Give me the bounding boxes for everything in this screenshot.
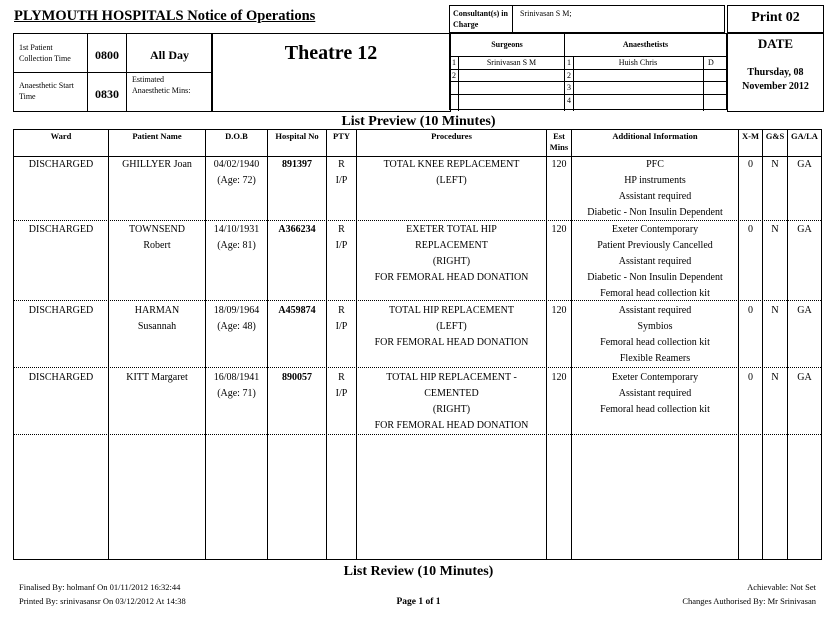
print-box [727, 5, 824, 33]
column-header-xm: X-M [742, 131, 759, 141]
anaesthetic-start-time: 0830 [95, 87, 119, 101]
info-line: Femoral head collection kit [600, 337, 710, 348]
page-number: Page 1 of 1 [396, 597, 441, 607]
staff-grid [449, 33, 727, 110]
anaesthetist-num: 3 [567, 83, 571, 92]
column-header-dob: D.O.B [225, 131, 248, 141]
procedure-line: (RIGHT) [432, 256, 471, 267]
patient-name-cell: Robert [143, 240, 171, 251]
date-label: DATE [757, 36, 794, 51]
dob-cell: 18/09/1964 [213, 305, 260, 316]
dob-cell: 16/08/1941 [213, 372, 260, 383]
pty-cell: I/P [335, 388, 348, 399]
info-line: Diabetic - Non Insulin Dependent [587, 272, 723, 283]
column-header-ward: Ward [50, 131, 72, 141]
list-review-title: List Review (10 Minutes) [343, 564, 494, 579]
pty-cell: R [338, 305, 345, 316]
hospital-no-cell: 891397 [282, 159, 312, 170]
patient-name-cell: HARMAN [134, 305, 180, 316]
gala-cell: GA [797, 224, 812, 235]
session-label: All Day [150, 48, 189, 62]
surgeon-num: 2 [452, 71, 456, 80]
achievable-status: Achievable: Not Set [747, 582, 816, 592]
xm-cell: 0 [748, 159, 753, 170]
finalised-by: Finalised By: holmanf On 01/11/2012 16:32:44 [19, 582, 181, 592]
table-row [14, 303, 821, 367]
table-row [14, 222, 821, 300]
anaesthetist-num: 1 [567, 58, 571, 67]
hospital-no-cell: 890057 [282, 372, 312, 383]
anaesthetist-num: 4 [567, 96, 571, 105]
procedure-line: EXETER TOTAL HIP [406, 224, 497, 235]
est-mins-cell: 120 [551, 372, 567, 383]
pty-cell: I/P [335, 175, 348, 186]
info-line: Diabetic - Non Insulin Dependent [587, 207, 723, 218]
procedure-line: REPLACEMENT [415, 240, 488, 251]
est-mins-cell: 120 [551, 224, 567, 235]
theatre-box [211, 33, 451, 112]
info-line: Assistant required [618, 256, 692, 267]
info-line: Assistant required [618, 388, 692, 399]
patient-name-cell: KITT Margaret [126, 372, 188, 383]
hospital-no-cell: A366234 [278, 224, 316, 235]
pty-cell: R [338, 159, 345, 170]
info-line: HP instruments [624, 175, 686, 186]
procedure-line: CEMENTED [424, 388, 479, 399]
info-line: Exeter Contemporary [611, 372, 699, 383]
info-line: Exeter Contemporary [611, 224, 699, 235]
est-mins-cell: 120 [551, 305, 567, 316]
column-header-additional-info: Additional Information [612, 131, 698, 141]
procedure-line: (LEFT) [436, 321, 467, 332]
date-value: Thursday, 08 November 2012 [742, 67, 809, 92]
first-patient-label: 1st Patient Collection Time [19, 43, 71, 63]
pty-cell: I/P [335, 321, 348, 332]
info-line: Assistant required [618, 191, 692, 202]
column-header-est-mins: Est Mins [549, 131, 569, 152]
ward-cell: DISCHARGED [28, 305, 94, 316]
collection-info-box [13, 33, 213, 112]
estimated-anaesthetic-label: Estimated Anaesthetic Mins: [132, 75, 191, 95]
anaesthetic-start-label: Anaesthetic Start Time [19, 81, 74, 101]
ward-cell: DISCHARGED [28, 224, 94, 235]
procedure-line: FOR FEMORAL HEAD DONATION [374, 420, 529, 431]
table-row [14, 370, 821, 434]
column-header-patient-name: Patient Name [132, 131, 182, 141]
surgeons-header: Surgeons [491, 40, 523, 49]
gs-cell: N [771, 224, 779, 235]
procedure-line: FOR FEMORAL HEAD DONATION [374, 272, 529, 283]
patient-name-cell: GHILLYER Joan [122, 159, 192, 170]
procedure-line: TOTAL HIP REPLACEMENT - [386, 372, 517, 383]
printed-by: Printed By: srinivasansr On 03/12/2012 At 14:38 [19, 596, 186, 606]
gala-cell: GA [797, 372, 812, 383]
info-line: Symbios [637, 321, 673, 332]
info-line: Flexible Reamers [619, 353, 691, 364]
anaesthetist-flag: D [708, 58, 714, 67]
gala-cell: GA [797, 305, 812, 316]
consultant-box [449, 5, 725, 33]
est-mins-cell: 120 [551, 159, 567, 170]
ward-cell: DISCHARGED [28, 159, 94, 170]
procedure-line: FOR FEMORAL HEAD DONATION [374, 337, 529, 348]
age-cell: (Age: 71) [217, 388, 256, 399]
hospital-no-cell: A459874 [278, 305, 316, 316]
procedure-line: (LEFT) [436, 175, 467, 186]
theatre-name: Theatre 12 [284, 42, 378, 64]
first-patient-time: 0800 [95, 48, 119, 62]
consultant-label: Consultant(s) in Charge [453, 9, 508, 29]
age-cell: (Age: 72) [217, 175, 256, 186]
patient-name-cell: TOWNSEND [129, 224, 185, 235]
anaesthetist-num: 2 [567, 71, 571, 80]
pty-cell: I/P [335, 240, 348, 251]
dob-cell: 04/02/1940 [213, 159, 260, 170]
column-header-gala: GA/LA [791, 131, 818, 141]
info-line: Assistant required [618, 305, 692, 316]
gs-cell: N [771, 372, 779, 383]
column-header-gs: G&S [765, 131, 785, 141]
anaesthetists-header: Anaesthetists [622, 40, 669, 49]
print-label: Print 02 [751, 10, 800, 25]
ward-cell: DISCHARGED [28, 372, 94, 383]
document-title: PLYMOUTH HOSPITALS Notice of Operations [14, 8, 316, 24]
info-line: Femoral head collection kit [600, 288, 710, 299]
age-cell: (Age: 48) [217, 321, 256, 332]
pty-cell: R [338, 224, 345, 235]
xm-cell: 0 [748, 305, 753, 316]
info-line: PFC [646, 159, 664, 170]
procedure-line: TOTAL HIP REPLACEMENT [389, 305, 514, 316]
info-line: Femoral head collection kit [600, 404, 710, 415]
table-row [14, 157, 821, 220]
procedure-line: TOTAL KNEE REPLACEMENT [383, 159, 520, 170]
gs-cell: N [771, 159, 779, 170]
column-header-hospital-no: Hospital No [275, 131, 319, 141]
gs-cell: N [771, 305, 779, 316]
surgeon-num: 1 [452, 58, 456, 67]
changes-authorised: Changes Authorised By: Mr Srinivasan [682, 596, 816, 606]
dob-cell: 14/10/1931 [213, 224, 260, 235]
anaesthetist-name: Huish Chris [618, 58, 658, 67]
pty-cell: R [338, 372, 345, 383]
gala-cell: GA [797, 159, 812, 170]
column-header-procedures: Procedures [431, 131, 472, 141]
procedure-line: (RIGHT) [432, 404, 471, 415]
info-line: Patient Previously Cancelled [597, 240, 713, 251]
consultant-value: Srinivasan S M; [520, 9, 572, 18]
operations-table [13, 129, 822, 560]
surgeon-name: Srinivasan S M [486, 58, 537, 67]
list-preview-title: List Preview (10 Minutes) [341, 114, 496, 129]
xm-cell: 0 [748, 372, 753, 383]
xm-cell: 0 [748, 224, 753, 235]
patient-name-cell: Susannah [137, 321, 177, 332]
date-box [727, 33, 824, 112]
age-cell: (Age: 81) [217, 240, 256, 251]
column-header-pty: PTY [333, 131, 350, 141]
